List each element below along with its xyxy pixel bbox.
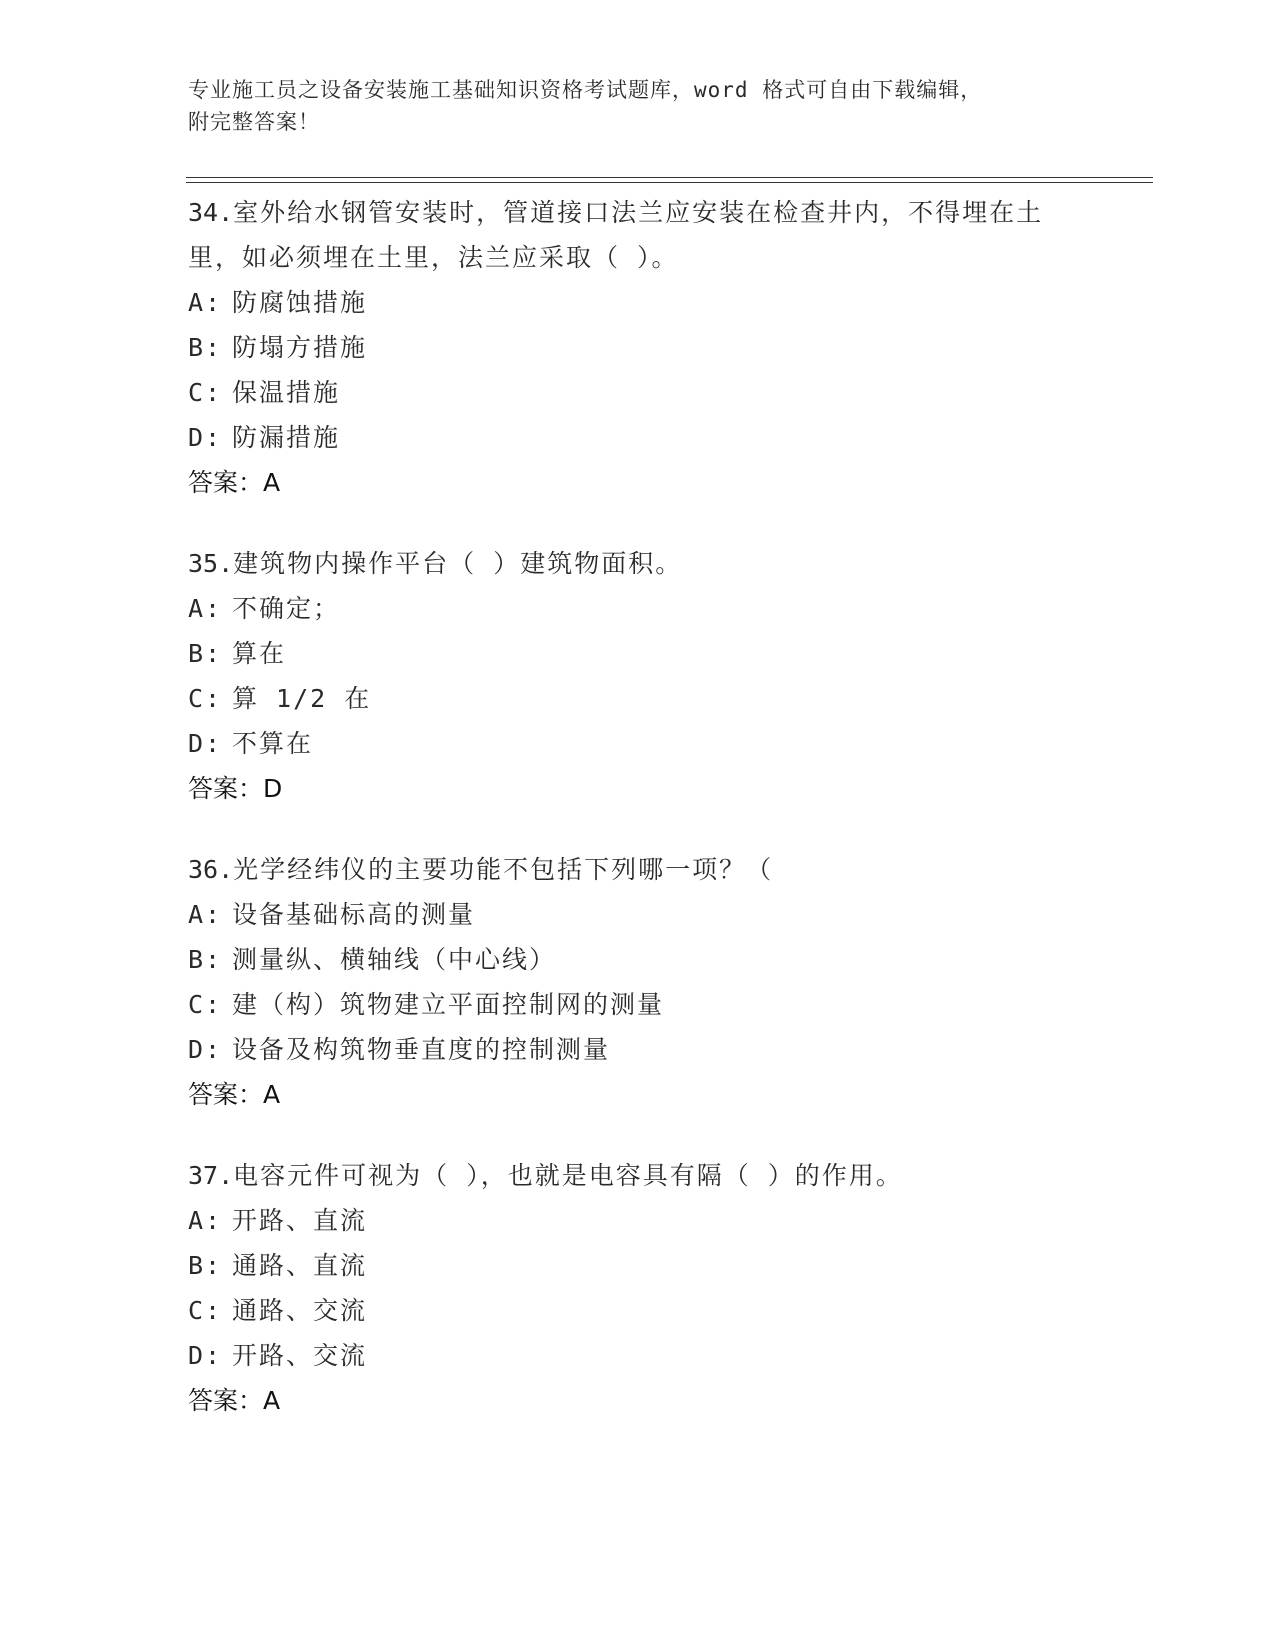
option-b <box>188 937 1088 982</box>
option-label: A: <box>188 900 223 929</box>
option-b <box>188 631 1088 676</box>
option-c <box>188 676 1088 721</box>
option-label: C: <box>188 378 223 407</box>
option-d <box>188 1333 1088 1378</box>
option-a <box>188 1198 1088 1243</box>
question-37 <box>188 1153 1088 1423</box>
question-text: 建筑物内操作平台（ ）建筑物面积。 <box>233 549 683 578</box>
answer-value: A <box>263 1386 281 1415</box>
option-text: 算在 <box>232 639 287 668</box>
option-text: 防腐蚀措施 <box>232 288 368 317</box>
answer-line <box>188 766 1088 811</box>
question-stem <box>188 541 1088 586</box>
option-text: 防漏措施 <box>232 423 341 452</box>
option-b <box>188 325 1088 370</box>
option-c <box>188 370 1088 415</box>
option-text: 设备基础标高的测量 <box>232 900 476 929</box>
option-text: 通路、交流 <box>232 1296 368 1325</box>
header-divider-bottom <box>186 182 1153 183</box>
option-c <box>188 982 1088 1027</box>
option-a <box>188 280 1088 325</box>
document-header <box>188 74 1088 138</box>
option-text: 不算在 <box>232 729 314 758</box>
question-number: 36. <box>188 855 234 884</box>
answer-line <box>188 1378 1088 1423</box>
question-list <box>188 190 1088 1459</box>
option-label: D: <box>188 1341 223 1370</box>
option-text: 通路、直流 <box>232 1251 368 1280</box>
option-a <box>188 892 1088 937</box>
header-line-2: 附完整答案！ <box>188 110 320 134</box>
question-36 <box>188 847 1088 1117</box>
answer-line <box>188 460 1088 505</box>
option-d <box>188 1027 1088 1072</box>
option-d <box>188 721 1088 766</box>
answer-label: 答案： <box>188 468 264 497</box>
option-label: B: <box>188 945 223 974</box>
option-label: B: <box>188 333 223 362</box>
question-35 <box>188 541 1088 811</box>
answer-label: 答案： <box>188 774 264 803</box>
answer-value: A <box>263 1080 281 1109</box>
question-text: 室外给水钢管安装时，管道接口法兰应安装在检查井内，不得埋在土里，如必须埋在土里，法兰应采取（ ）。 <box>188 198 1044 272</box>
question-number: 35. <box>188 549 234 578</box>
option-text: 测量纵、横轴线（中心线） <box>232 945 557 974</box>
option-c <box>188 1288 1088 1333</box>
option-text: 开路、直流 <box>232 1206 368 1235</box>
question-stem <box>188 847 1088 892</box>
question-number: 37. <box>188 1161 234 1190</box>
question-number: 34. <box>188 198 234 227</box>
option-text: 建（构）筑物建立平面控制网的测量 <box>232 990 665 1019</box>
option-text: 设备及构筑物垂直度的控制测量 <box>232 1035 611 1064</box>
option-text: 防塌方措施 <box>232 333 368 362</box>
question-34 <box>188 190 1088 505</box>
question-stem <box>188 190 1088 280</box>
option-label: A: <box>188 1206 223 1235</box>
option-label: A: <box>188 594 223 623</box>
option-text: 保温措施 <box>232 378 341 407</box>
question-text: 光学经纬仪的主要功能不包括下列哪一项？（ <box>233 855 774 884</box>
option-label: A: <box>188 288 223 317</box>
answer-value: D <box>263 774 283 803</box>
option-label: C: <box>188 1296 223 1325</box>
option-label: D: <box>188 423 223 452</box>
question-stem <box>188 1153 1088 1198</box>
answer-label: 答案： <box>188 1386 264 1415</box>
option-d <box>188 415 1088 460</box>
option-text: 算 1/2 在 <box>232 684 372 713</box>
option-text: 开路、交流 <box>232 1341 368 1370</box>
answer-line <box>188 1072 1088 1117</box>
question-text: 电容元件可视为（ ），也就是电容具有隔（ ）的作用。 <box>233 1161 903 1190</box>
option-label: B: <box>188 1251 223 1280</box>
option-label: D: <box>188 729 223 758</box>
option-label: C: <box>188 990 223 1019</box>
option-text: 不确定； <box>232 594 341 623</box>
option-label: C: <box>188 684 223 713</box>
option-a <box>188 586 1088 631</box>
header-line-1: 专业施工员之设备安装施工基础知识资格考试题库，word 格式可自由下载编辑， <box>188 78 983 102</box>
option-label: D: <box>188 1035 223 1064</box>
answer-label: 答案： <box>188 1080 264 1109</box>
option-b <box>188 1243 1088 1288</box>
answer-value: A <box>263 468 281 497</box>
option-label: B: <box>188 639 223 668</box>
header-divider-top <box>186 177 1153 178</box>
